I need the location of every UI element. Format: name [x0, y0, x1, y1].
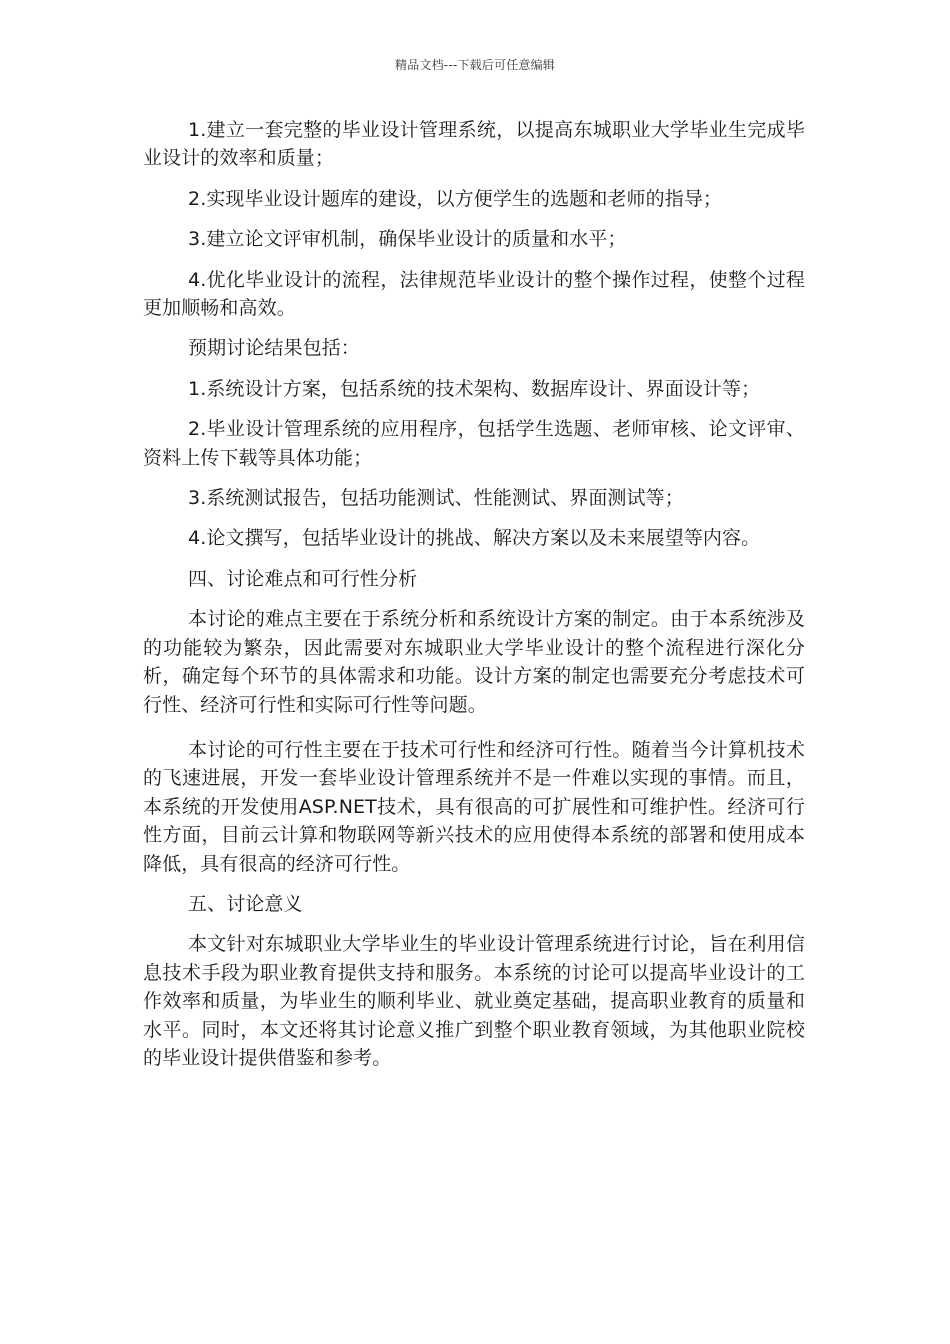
- section-heading-5: 五、讨论意义: [188, 892, 303, 915]
- goal-item-1: 1.建立一套完整的毕业设计管理系统，以提高东城职业大学毕业生完成毕业设计的效率和质量；: [143, 119, 805, 170]
- page-header: 精品文档---下载后可任意编辑: [395, 58, 555, 72]
- result-item-1: 1.系统设计方案，包括系统的技术架构、数据库设计、界面设计等；: [188, 377, 761, 400]
- significance-paragraph: 本文针对东城职业大学毕业生的毕业设计管理系统进行讨论，旨在利用信息技术手段为职业教育提供支持和服务。本系统的讨论可以提高毕业设计的工作效率和质量，为毕业生的顺利毕业、就业奠定基础，提高职业教育的质量和水平。同时，本文还将其讨论意义推广到整个职业教育领域，为其他职业院校的毕业设计提供借鉴和参考。: [143, 933, 805, 1069]
- document-body: [143, 116, 805, 1084]
- section-heading-4: 四、讨论难点和可行性分析: [188, 567, 418, 590]
- result-item-2: 2.毕业设计管理系统的应用程序，包括学生选题、老师审核、论文评审、资料上传下载等具体功能；: [143, 418, 805, 469]
- difficulty-paragraph: 本讨论的难点主要在于系统分析和系统设计方案的制定。由于本系统涉及的功能较为繁杂，因此需要对东城职业大学毕业设计的整个流程进行深化分析，确定每个环节的具体需求和功能。设计方案的制定也需要充分考虑技术可行性、经济可行性和实际可行性等问题。: [143, 608, 805, 716]
- feasibility-paragraph: 本讨论的可行性主要在于技术可行性和经济可行性。随着当今计算机技术的飞速进展，开发一套毕业设计管理系统并不是一件难以实现的事情。而且，本系统的开发使用ASP.NET技术，具有很高的可扩展性和可维护性。经济可行性方面，目前云计算和物联网等新兴技术的应用使得本系统的部署和使用成本降低，具有很高的经济可行性。: [143, 738, 805, 875]
- expected-results-intro: 预期讨论结果包括：: [188, 337, 360, 360]
- result-item-3: 3.系统测试报告，包括功能测试、性能测试、界面测试等；: [188, 487, 684, 510]
- goal-item-4: 4.优化毕业设计的流程，法律规范毕业设计的整个操作过程，使整个过程更加顺畅和高效。: [143, 268, 805, 320]
- result-item-4: 4.论文撰写，包括毕业设计的挑战、解决方案以及未来展望等内容。: [188, 527, 761, 550]
- goal-item-3: 3.建立论文评审机制，确保毕业设计的质量和水平；: [188, 228, 627, 251]
- goal-item-2: 2.实现毕业设计题库的建设，以方便学生的选题和老师的指导；: [188, 187, 723, 210]
